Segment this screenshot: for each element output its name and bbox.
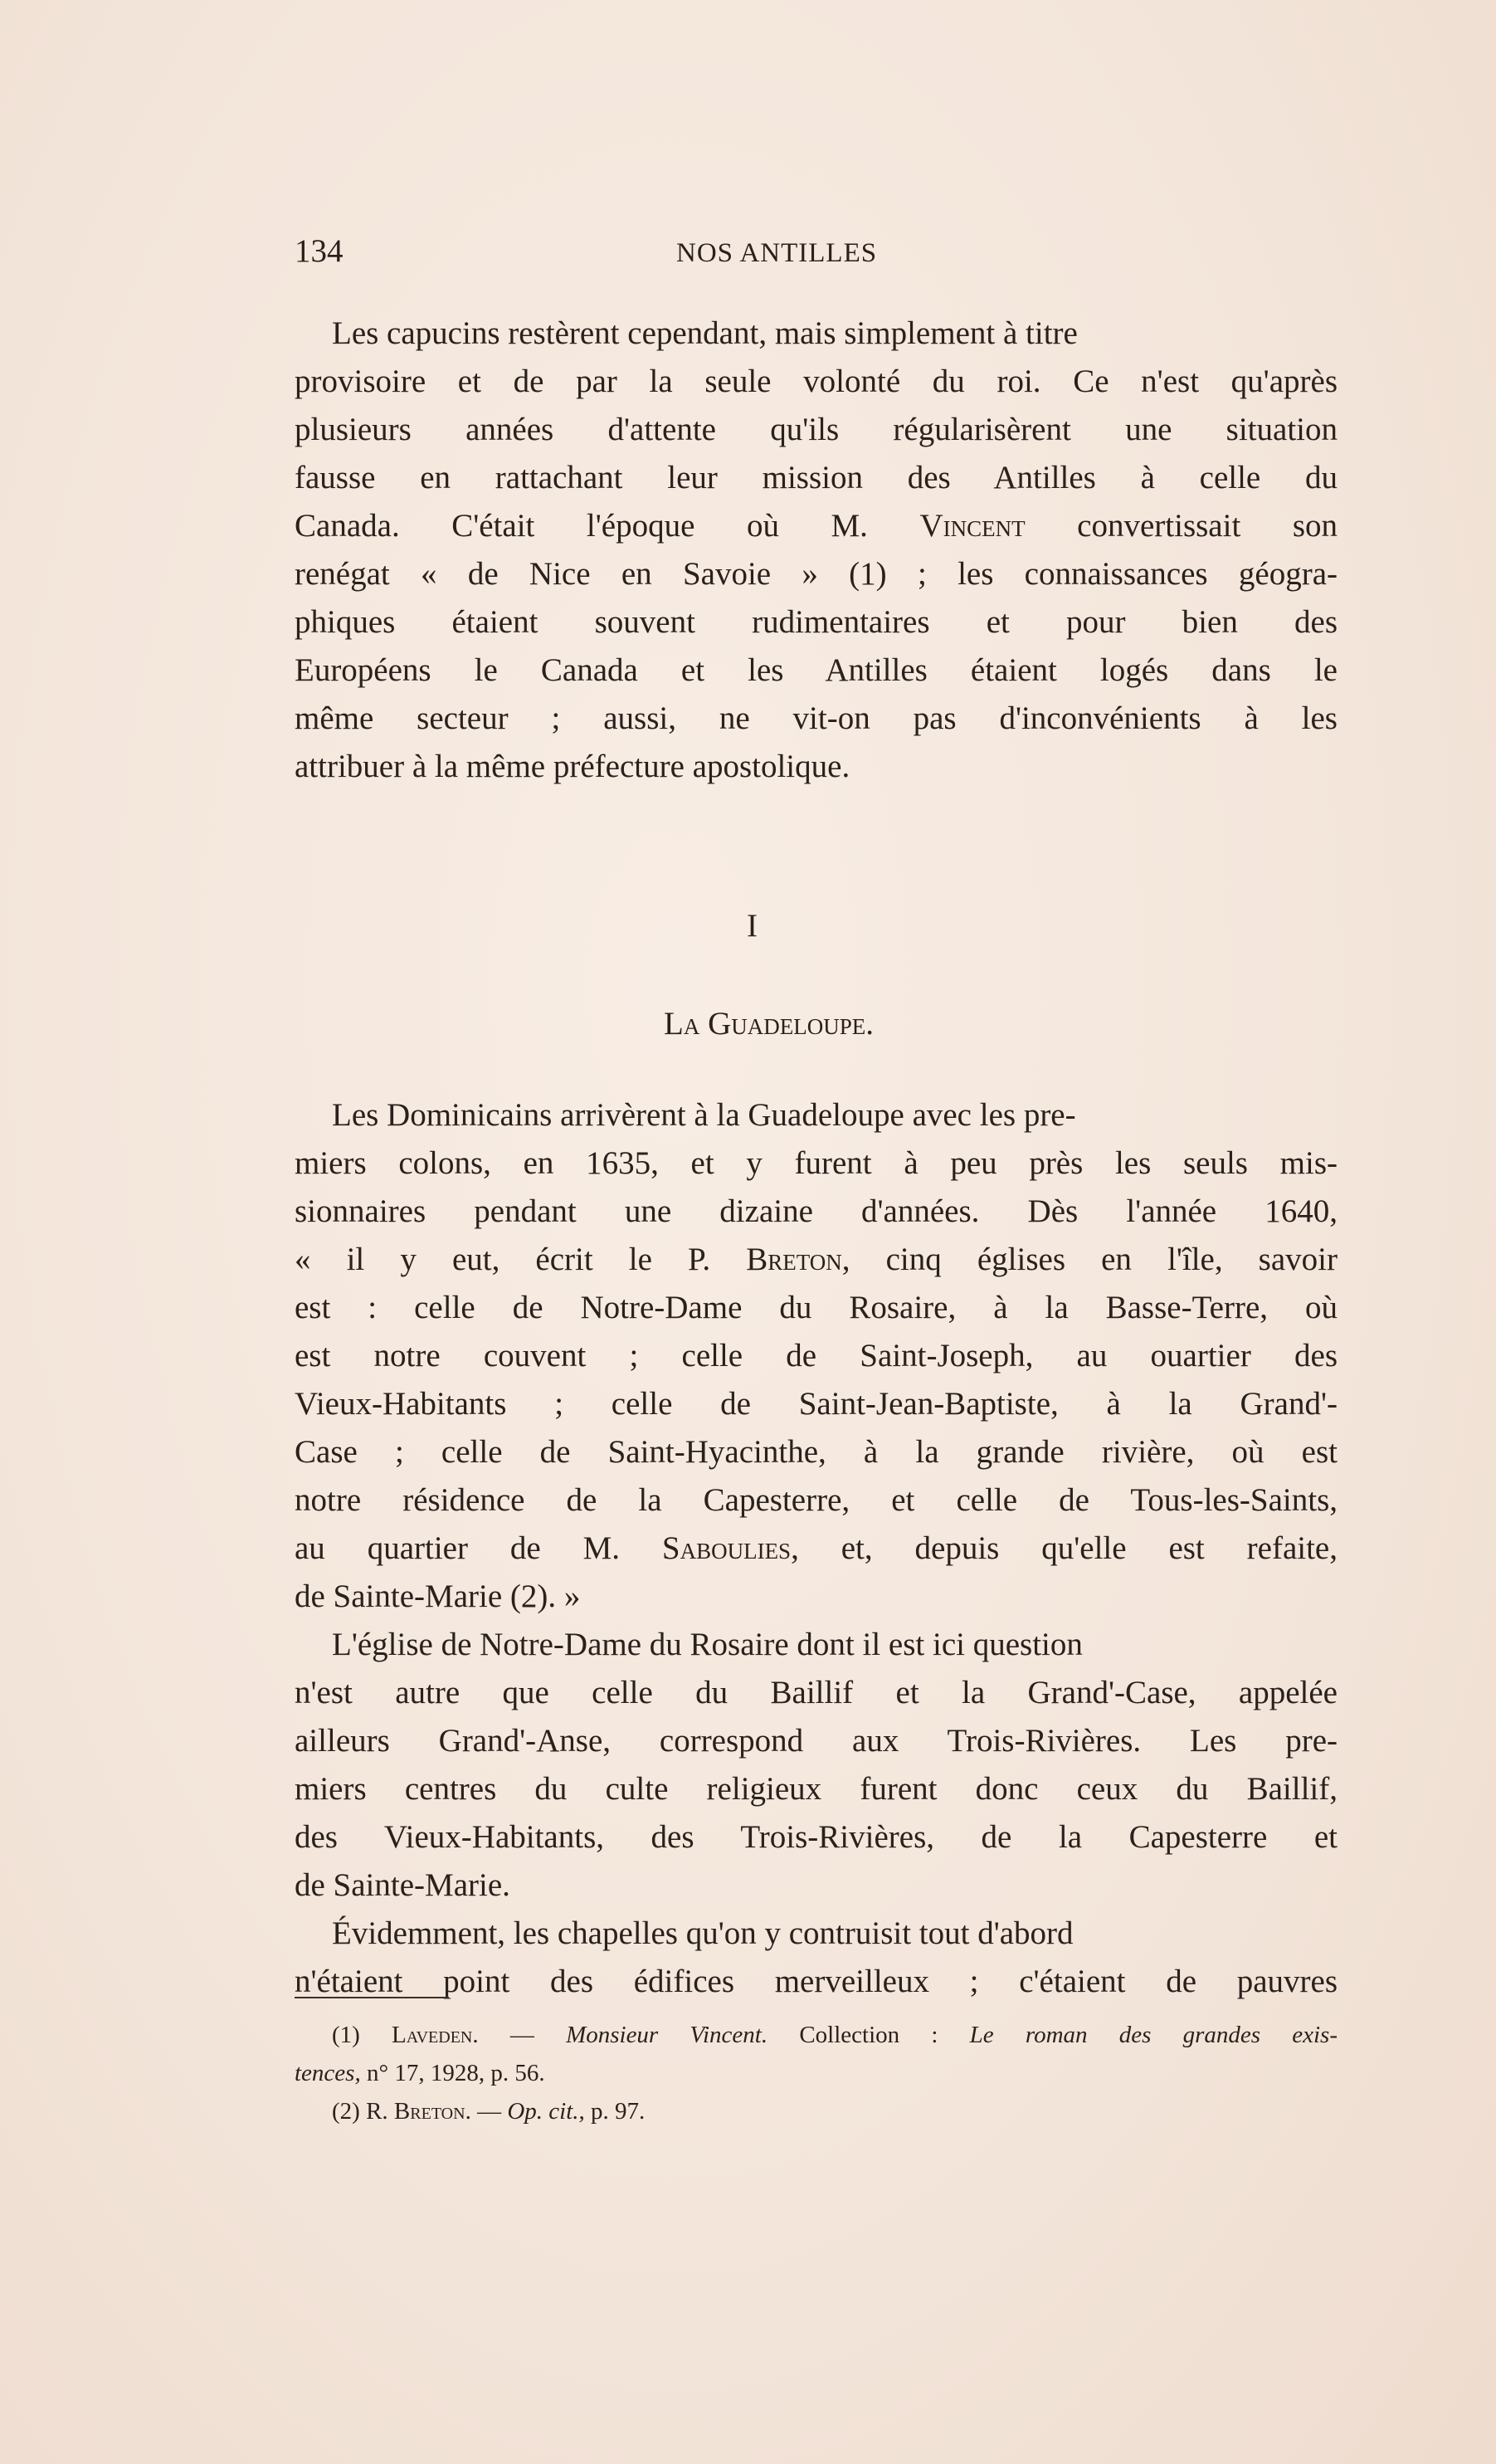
text-line: miers centres du culte religieux furent donc ceux du Baillif, (295, 1771, 1338, 1807)
text-line: Européens le Canada et les Antilles étaient logés dans le (295, 652, 1338, 688)
text-line: même secteur ; aussi, ne vit-on pas d'inconvénients à les (295, 700, 1338, 736)
text-line: Les Dominicains arrivèrent à la Guadeloupe avec les pre- (332, 1097, 1076, 1133)
text-line: « il y eut, écrit le P. Breton, cinq églises en l'île, savoir (295, 1242, 1338, 1277)
section-numeral: I (747, 908, 758, 944)
text-line: est : celle de Notre-Dame du Rosaire, à la Basse-Terre, où (295, 1290, 1338, 1325)
footnote-2: (2) R. Breton. — Op. cit., p. 97. (332, 2098, 646, 2125)
footnote-1-continued: tences, n° 17, 1928, p. 56. (295, 2060, 545, 2086)
text-line: n'étaient point des édifices merveilleux ; c'étaient de pauvres (295, 1964, 1338, 1999)
page-number: 134 (295, 233, 344, 269)
person-name: Vincent (919, 508, 1026, 544)
text-line: fausse en rattachant leur mission des Antilles à celle du (295, 460, 1338, 495)
text-line: notre résidence de la Capesterre, et celle de Tous-les-Saints, (295, 1482, 1338, 1518)
text-line: provisoire et de par la seule volonté du roi. Ce n'est qu'après (295, 364, 1338, 399)
text-line: est notre couvent ; celle de Saint-Joseph, au ouartier des (295, 1338, 1338, 1373)
text-line: plusieurs années d'attente qu'ils régularisèrent une situation (295, 412, 1338, 447)
text-line: au quartier de M. Saboulies, et, depuis qu'elle est refaite, (295, 1530, 1338, 1566)
person-name: Saboulies (661, 1530, 792, 1566)
text-line: de Sainte-Marie. (295, 1867, 510, 1903)
text-line: phiques étaient souvent rudimentaires et pour bien des (295, 604, 1338, 640)
person-name: Breton (746, 1242, 842, 1277)
text-line: Canada. C'était l'époque où M. Vincent convertissait son (295, 508, 1338, 544)
text-line: Les capucins restèrent cependant, mais simplement à titre (332, 315, 1078, 351)
running-title: NOS ANTILLES (676, 238, 878, 268)
text-line: renégat « de Nice en Savoie » (1) ; les connaissances géogra- (295, 556, 1338, 592)
text-line: n'est autre que celle du Baillif et la Grand'-Case, appelée (295, 1675, 1338, 1710)
footnote-rule (295, 1997, 449, 1998)
text-line: miers colons, en 1635, et y furent à peu près les seuls mis- (295, 1145, 1338, 1181)
text-line: attribuer à la même préfecture apostolique. (295, 749, 850, 784)
text-line: sionnaires pendant une dizaine d'années. Dès l'année 1640, (295, 1193, 1338, 1229)
text-line: de Sainte-Marie (2). » (295, 1578, 581, 1614)
footnote-1: (1) Laveden. — Monsieur Vincent. Collection : Le roman des grandes exis- (332, 2022, 1338, 2048)
section-title: La Guadeloupe. (664, 1006, 874, 1042)
text-line: ailleurs Grand'-Anse, correspond aux Trois-Rivières. Les pre- (295, 1723, 1338, 1759)
text-line: Vieux-Habitants ; celle de Saint-Jean-Baptiste, à la Grand'- (295, 1386, 1338, 1422)
text-line: Case ; celle de Saint-Hyacinthe, à la grande rivière, où est (295, 1434, 1338, 1470)
text-line: des Vieux-Habitants, des Trois-Rivières, de la Capesterre et (295, 1819, 1338, 1855)
text-line: Évidemment, les chapelles qu'on y contruisit tout d'abord (332, 1915, 1074, 1951)
text-line: L'église de Notre-Dame du Rosaire dont il est ici question (332, 1627, 1083, 1662)
